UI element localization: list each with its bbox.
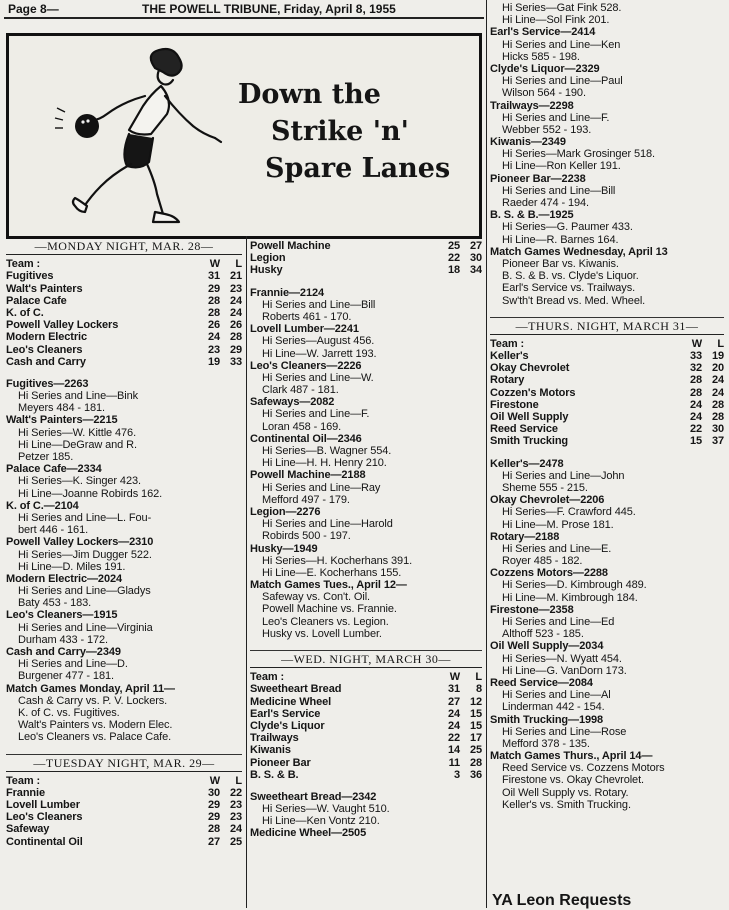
standing-row: [6, 787, 242, 799]
losses: 26: [229, 319, 242, 332]
wednesday-section-heading: —WED. NIGHT, MARCH 30—: [281, 653, 451, 666]
thursday-standings-header: Team : W L: [490, 337, 724, 350]
detail-line: Hi Series and Line—Bill: [502, 184, 616, 197]
detail-line: Baty 453 - 183.: [18, 597, 92, 610]
detail-line: Hi Line—Ken Vontz 210.: [262, 815, 380, 828]
standing-row: [250, 696, 482, 708]
wins: 22: [689, 423, 702, 436]
standing-row: [490, 362, 724, 374]
wins: 29: [207, 799, 220, 812]
column-banner: [6, 33, 482, 239]
detail-line: Hi Line—Sol Fink 201.: [502, 14, 610, 27]
detail-line: Earl's Service vs. Trailways.: [502, 282, 636, 295]
headline-line-2: Strike 'n': [271, 116, 409, 147]
standing-row: [6, 283, 242, 295]
team-name: Smith Trucking: [490, 435, 569, 448]
headline-line-1: Down the: [238, 79, 381, 110]
wins: 22: [447, 732, 460, 745]
team-score-line: Match Games Monday, April 11—: [6, 682, 175, 695]
standing-row: [6, 319, 242, 331]
wednesday-standings: [250, 683, 482, 781]
team-name: B. S. & B.: [250, 768, 299, 781]
losses: 24: [711, 374, 724, 387]
standing-row: [6, 344, 242, 356]
standing-row: [6, 799, 242, 811]
wednesday-details-continued: [490, 2, 724, 307]
tuesday-standings-header: Team : W L: [6, 774, 242, 787]
team-score-line: Trailways—2298: [490, 99, 574, 112]
team-name: Modern Electric: [6, 331, 88, 344]
losses: 33: [229, 355, 242, 368]
team-name: Keller's: [490, 350, 529, 363]
team-name: Oil Well Supply: [490, 411, 569, 423]
team-name: Lovell Lumber: [6, 799, 80, 812]
team-name: Clyde's Liquor: [250, 719, 325, 732]
detail-line: Hi Line—Ron Keller 191.: [502, 160, 621, 173]
team-score-line: Safeways—2082: [250, 396, 335, 409]
detail-line: Hi Series—G. Paumer 433.: [502, 221, 633, 234]
standing-row: [6, 331, 242, 343]
detail-line: Hi Series—H. Kocherhans 391.: [262, 554, 413, 567]
detail-line: Hi Series and Line—Bill: [262, 298, 376, 311]
detail-line: Mefford 497 - 179.: [262, 493, 350, 506]
detail-line: Oil Well Supply vs. Rotary.: [502, 786, 629, 799]
wins: 27: [447, 695, 460, 708]
team-name: Legion: [250, 252, 286, 265]
losses: 12: [469, 695, 482, 708]
detail-line: Durham 433 - 172.: [18, 633, 109, 646]
wins: 28: [689, 386, 702, 399]
team-score-line: Clyde's Liquor—2329: [490, 62, 600, 75]
detail-line: B. S. & B. vs. Clyde's Liquor.: [502, 270, 639, 283]
detail-line: Hi Series—K. Singer 423.: [18, 475, 141, 488]
wins: 29: [207, 811, 220, 824]
team-name: Pioneer Bar: [250, 756, 311, 769]
losses: 30: [469, 252, 482, 265]
team-name: Fugitives: [6, 270, 54, 283]
detail-line: Hi Series and Line—E.: [502, 542, 612, 555]
losses: 21: [229, 270, 242, 283]
detail-line: Sw'th't Bread vs. Med. Wheel.: [502, 294, 646, 307]
wins: 31: [207, 270, 220, 283]
team-score-line: Rotary—2188: [490, 530, 560, 543]
detail-line: Hi Series—Jim Dugger 522.: [18, 548, 152, 561]
team-score-line: Walt's Painters—2215: [6, 414, 118, 427]
losses: 25: [229, 835, 242, 848]
team-score-line: Oil Well Supply—2034: [490, 640, 604, 653]
team-score-line: Fugitives—2263: [6, 377, 89, 390]
losses: 15: [469, 707, 482, 720]
detail-line: Hi Series and Line—Virginia: [18, 621, 153, 634]
detail-line: Hi Series—D. Kimbrough 489.: [502, 579, 647, 592]
column-2: [250, 240, 482, 840]
standing-row: [6, 270, 242, 282]
team-score-line: Reed Service—2084: [490, 676, 593, 689]
team-score-line: Match Games Tues., April 12—: [250, 579, 407, 592]
detail-line: Hi Series—W. Vaught 510.: [262, 803, 390, 816]
losses: 28: [469, 756, 482, 769]
standing-row: [490, 435, 724, 447]
team-score-line: Cash and Carry—2349: [6, 646, 121, 658]
wins: 24: [207, 331, 220, 344]
tuesday-section-heading: —TUESDAY NIGHT, MAR. 29—: [33, 756, 215, 769]
losses: 23: [229, 811, 242, 824]
detail-line: Hi Series and Line—D.: [18, 658, 128, 671]
standing-row: [250, 732, 482, 744]
team-score-line: Match Games Wednesday, April 13: [490, 245, 668, 258]
standing-row: [490, 350, 724, 362]
losses: 17: [469, 732, 482, 745]
wins: 23: [207, 343, 220, 356]
wins: 18: [447, 264, 460, 277]
detail-line: Firestone vs. Okay Chevrolet.: [502, 774, 644, 787]
wins: 11: [448, 756, 460, 769]
losses: 37: [711, 435, 724, 448]
team-score-line: Leo's Cleaners—2226: [250, 359, 362, 372]
detail-line: Hi Series—Gat Fink 528.: [502, 2, 622, 14]
detail-line: Hi Series—August 456.: [262, 335, 375, 348]
detail-line: Hi Series—F. Crawford 445.: [502, 506, 636, 519]
headline-line-3: Spare Lanes: [265, 153, 451, 184]
losses: 19: [711, 350, 724, 363]
team-name: Husky: [250, 264, 283, 277]
detail-line: K. of C. vs. Fugitives.: [18, 706, 120, 719]
detail-line: Hi Line—M. Prose 181.: [502, 518, 614, 531]
standing-row: [250, 240, 482, 252]
team-name: Powell Machine: [250, 240, 331, 252]
team-score-line: Frannie—2124: [250, 286, 325, 299]
losses: 8: [475, 683, 482, 696]
losses: 23: [229, 799, 242, 812]
standing-row: [250, 757, 482, 769]
detail-line: Hi Series—W. Kittle 476.: [18, 426, 137, 439]
detail-line: Robirds 500 - 197.: [262, 530, 351, 543]
wins: 28: [689, 374, 702, 387]
detail-line: Hi Series and Line—Al: [502, 689, 611, 702]
tuesday-standings-continued: [250, 240, 482, 277]
team-score-line: Husky—1949: [250, 542, 318, 555]
detail-line: Cash & Carry vs. P. V. Lockers.: [18, 694, 168, 707]
wednesday-details: [250, 791, 482, 840]
wins: 30: [207, 786, 220, 799]
losses: 25: [469, 744, 482, 757]
wins: 24: [447, 719, 460, 732]
detail-line: Petzer 185.: [18, 451, 74, 463]
detail-line: Hi Line—W. Jarrett 193.: [262, 347, 377, 360]
column-divider: [486, 0, 487, 908]
thursday-section-heading: —THURS. NIGHT, MARCH 31—: [515, 319, 699, 332]
bowler-illustration-icon: [27, 46, 227, 226]
team-score-line: Okay Chevrolet—2206: [490, 494, 605, 507]
wins: 28: [207, 306, 220, 319]
team-name: Cash and Carry: [6, 355, 86, 368]
detail-line: Hi Line—E. Kocherhans 155.: [262, 566, 402, 579]
detail-line: Hi Series and Line—Ken: [502, 38, 621, 51]
team-score-line: Match Games Thurs., April 14—: [490, 750, 653, 763]
detail-line: Burgener 477 - 181.: [18, 670, 114, 683]
wins: 15: [689, 435, 702, 448]
standing-row: [490, 423, 724, 435]
team-name: Sweetheart Bread: [250, 683, 342, 696]
detail-line: bert 446 - 161.: [18, 524, 89, 537]
detail-line: Raeder 474 - 194.: [502, 197, 589, 209]
team-name: Palace Cafe: [6, 294, 67, 307]
detail-line: Husky vs. Lovell Lumber.: [262, 627, 382, 640]
detail-line: Hi Series and Line—W.: [262, 371, 374, 384]
wins: 31: [447, 683, 460, 696]
standing-row: [6, 836, 242, 848]
column-1: [6, 240, 242, 848]
team-score-line: Palace Cafe—2334: [6, 463, 102, 476]
team-name: Safeway: [6, 823, 50, 836]
team-score-line: Kiwanis—2349: [490, 136, 566, 149]
monday-standings-header: Team : W L: [6, 258, 242, 271]
detail-line: Reed Service vs. Cozzens Motors: [502, 762, 665, 775]
team-name: Trailways: [250, 732, 299, 745]
detail-line: Hi Series and Line—John: [502, 469, 625, 482]
wins: 3: [453, 768, 460, 781]
detail-line: Hi Series and Line—Gladys: [18, 585, 151, 598]
column-divider: [246, 236, 247, 908]
detail-line: Hicks 585 - 198.: [502, 50, 580, 63]
team-score-line: Sweetheart Bread—2342: [250, 790, 377, 803]
detail-line: Hi Line—DeGraw and R.: [18, 438, 137, 451]
team-name: Leo's Cleaners: [6, 343, 83, 356]
wins: 33: [689, 350, 702, 363]
standing-row: [490, 374, 724, 386]
wins: 25: [447, 240, 460, 252]
team-name: Frannie: [6, 786, 46, 799]
standing-row: [250, 720, 482, 732]
tuesday-standings: [6, 787, 242, 848]
detail-line: Meyers 484 - 181.: [18, 402, 105, 415]
losses: 24: [711, 386, 724, 399]
detail-line: Hi Series—B. Wagner 554.: [262, 445, 392, 457]
team-score-line: Firestone—2358: [490, 603, 574, 616]
detail-line: Wilson 564 - 190.: [502, 87, 586, 100]
monday-standings: [6, 270, 242, 368]
detail-line: Leo's Cleaners vs. Legion.: [262, 615, 389, 628]
detail-line: Althoff 523 - 185.: [502, 628, 584, 641]
team-score-line: Pioneer Bar—2238: [490, 172, 586, 185]
standing-row: [490, 411, 724, 423]
team-name: Medicine Wheel: [250, 695, 332, 708]
detail-line: Hi Series—N. Wyatt 454.: [502, 652, 622, 665]
monday-section-heading: —MONDAY NIGHT, MAR. 28—: [34, 240, 214, 253]
losses: 24: [229, 306, 242, 319]
standing-row: [6, 307, 242, 319]
detail-line: Hi Series and Line—Bink: [18, 390, 138, 403]
detail-line: Hi Line—R. Barnes 164.: [502, 233, 619, 246]
team-score-line: Earl's Service—2414: [490, 26, 596, 39]
wins: 27: [207, 835, 220, 848]
losses: 29: [229, 343, 242, 356]
standing-row: [250, 708, 482, 720]
detail-line: Leo's Cleaners vs. Palace Cafe.: [18, 731, 172, 744]
detail-line: Safeway vs. Con't. Oil.: [262, 591, 371, 604]
wins: 28: [207, 294, 220, 307]
losses: 28: [711, 398, 724, 411]
team-score-line: Keller's—2478: [490, 457, 564, 470]
team-score-line: Powell Machine—2188: [250, 469, 366, 482]
detail-line: Linderman 442 - 154.: [502, 701, 605, 714]
team-name: Leo's Cleaners: [6, 811, 83, 824]
standing-row: [250, 744, 482, 756]
team-score-line: Cozzens Motors—2288: [490, 567, 608, 580]
losses: 28: [711, 411, 724, 423]
detail-line: Sheme 555 - 215.: [502, 481, 588, 494]
detail-line: Hi Line—M. Kimbrough 184.: [502, 591, 638, 604]
wins: 32: [689, 362, 702, 375]
team-score-line: K. of C.—2104: [6, 499, 79, 512]
next-article-headline: YA Leon Requests: [492, 892, 632, 909]
detail-line: Hi Line—H. H. Henry 210.: [262, 457, 387, 470]
losses: 27: [469, 240, 482, 252]
team-score-line: Legion—2276: [250, 505, 321, 518]
detail-line: Walt's Painters vs. Modern Elec.: [18, 719, 173, 732]
page-number: Page 8—: [8, 2, 59, 16]
detail-line: Mefford 378 - 135.: [502, 737, 590, 750]
team-name: Kiwanis: [250, 744, 291, 757]
losses: 30: [711, 423, 724, 436]
detail-line: Hi Series and Line—F.: [502, 111, 610, 124]
team-name: Rotary: [490, 374, 525, 387]
team-name: Earl's Service: [250, 707, 321, 720]
detail-line: Hi Line—G. VanDorn 173.: [502, 664, 627, 677]
team-name: Okay Chevrolet: [490, 362, 570, 375]
detail-line: Hi Line—D. Miles 191.: [18, 560, 126, 573]
detail-line: Hi Series and Line—L. Fou-: [18, 511, 152, 524]
detail-line: Hi Line—Joanne Robirds 162.: [18, 487, 163, 500]
losses: 36: [469, 768, 482, 781]
wins: 24: [447, 707, 460, 720]
wins: 24: [689, 411, 702, 423]
standing-row: [250, 264, 482, 276]
page-header: [4, 0, 484, 19]
monday-details: [6, 378, 242, 744]
standing-row: [250, 252, 482, 264]
wins: 14: [447, 744, 460, 757]
team-name: Firestone: [490, 398, 539, 411]
team-name: Walt's Painters: [6, 282, 83, 295]
standing-row: [6, 811, 242, 823]
standing-row: [6, 356, 242, 368]
losses: 34: [469, 264, 482, 277]
team-score-line: Smith Trucking—1998: [490, 713, 604, 726]
team-score-line: Powell Valley Lockers—2310: [6, 536, 154, 549]
detail-line: Pioneer Bar vs. Kiwanis.: [502, 257, 619, 270]
detail-line: Hi Series and Line—Ray: [262, 481, 381, 494]
detail-line: Hi Series and Line—Rose: [502, 725, 627, 738]
losses: 24: [229, 294, 242, 307]
losses: 15: [469, 719, 482, 732]
team-name: Cozzen's Motors: [490, 386, 576, 399]
standing-row: [6, 295, 242, 307]
team-score-line: B. S. & B.—1925: [490, 209, 574, 222]
wednesday-standings-header: Team : W L: [250, 671, 482, 684]
team-name: Continental Oil: [6, 835, 83, 848]
team-name: Powell Valley Lockers: [6, 319, 119, 332]
tuesday-details: [250, 287, 482, 640]
detail-line: Royer 485 - 182.: [502, 555, 583, 568]
detail-line: Keller's vs. Smith Trucking.: [502, 798, 631, 811]
team-name: K. of C.: [6, 306, 44, 319]
detail-line: Loran 458 - 169.: [262, 420, 342, 433]
losses: 22: [229, 786, 242, 799]
standing-row: [490, 399, 724, 411]
wins: 19: [207, 355, 220, 368]
detail-line: Webber 552 - 193.: [502, 123, 592, 136]
losses: 23: [229, 282, 242, 295]
detail-line: Hi Series and Line—F.: [262, 408, 370, 421]
standing-row: [490, 387, 724, 399]
wins: 28: [207, 823, 220, 836]
team-score-line: Continental Oil—2346: [250, 432, 362, 445]
team-score-line: Lovell Lumber—2241: [250, 323, 359, 336]
detail-line: Hi Series—Mark Grosinger 518.: [502, 148, 655, 161]
team-score-line: Leo's Cleaners—1915: [6, 609, 118, 622]
detail-line: Powell Machine vs. Frannie.: [262, 603, 397, 616]
thursday-details: [490, 458, 724, 811]
losses: 28: [229, 331, 242, 344]
column-3: [490, 2, 724, 811]
wins: 29: [207, 282, 220, 295]
wins: 26: [207, 319, 220, 332]
standing-row: [6, 823, 242, 835]
detail-line: Clark 487 - 181.: [262, 384, 339, 397]
detail-line: Hi Series and Line—Paul: [502, 75, 623, 88]
team-score-line: Medicine Wheel—2505: [250, 827, 367, 840]
team-name: Reed Service: [490, 423, 558, 436]
column-headline: [235, 76, 455, 187]
wins: 22: [447, 252, 460, 265]
standing-row: [250, 769, 482, 781]
detail-line: Hi Series and Line—Ed: [502, 616, 615, 628]
detail-line: Roberts 461 - 170.: [262, 310, 352, 323]
thursday-standings: [490, 350, 724, 448]
wins: 24: [689, 398, 702, 411]
newspaper-title: THE POWELL TRIBUNE, Friday, April 8, 1955: [142, 2, 396, 16]
losses: 20: [711, 362, 724, 375]
losses: 24: [229, 823, 242, 836]
team-score-line: Modern Electric—2024: [6, 572, 122, 585]
detail-line: Hi Series and Line—Harold: [262, 518, 393, 531]
standing-row: [250, 683, 482, 695]
